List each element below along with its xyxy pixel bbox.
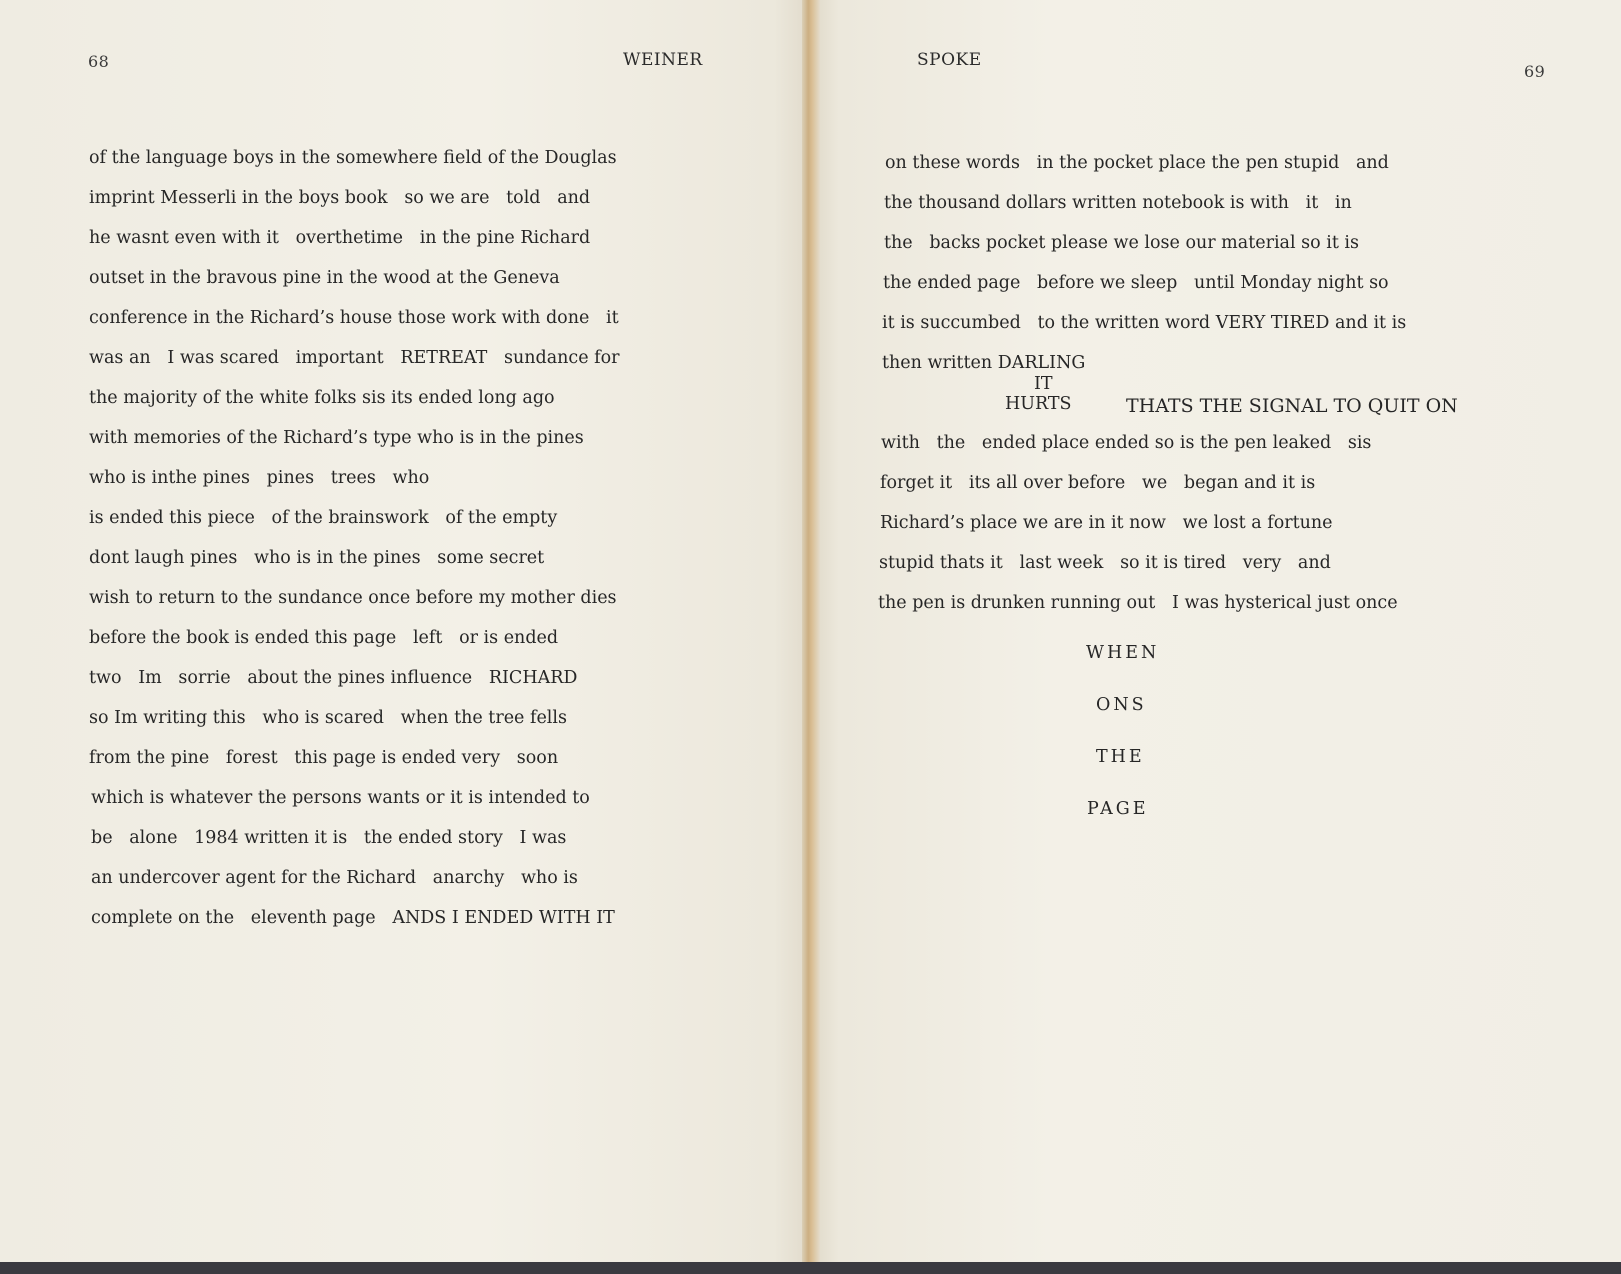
right-running-head: SPOKE (917, 50, 982, 70)
left-line: an undercover agent for the Richard anarchy who is (91, 868, 578, 888)
left-line: the majority of the white folks sis its ended long ago (89, 388, 555, 408)
left-page (0, 0, 806, 1268)
stack-word-page: PAGE (1087, 799, 1149, 819)
left-line: wish to return to the sundance once before my mother dies (89, 588, 617, 608)
stack-word-when: WHEN (1086, 643, 1160, 663)
right-line: it is succumbed to the written word VERY TIRED and it is (882, 313, 1407, 333)
left-line: who is inthe pines pines trees who (89, 468, 430, 488)
left-line: was an I was scared important RETREAT sundance for (89, 348, 620, 368)
left-line: dont laugh pines who is in the pines some secret (89, 548, 545, 568)
left-line: with memories of the Richard’s type who is in the pines (89, 428, 584, 448)
left-line: complete on the eleventh page ANDS I ENDED WITH IT (91, 908, 615, 928)
left-line: imprint Messerli in the boys book so we are told and (89, 188, 591, 208)
left-running-head: WEINER (623, 50, 703, 70)
right-line: stupid thats it last week so it is tired very and (879, 553, 1331, 573)
book-gutter (802, 0, 820, 1268)
hurts-word: HURTS (1005, 394, 1072, 414)
left-line: conference in the Richard’s house those work with done it (89, 308, 619, 328)
right-line: forget it its all over before we began and it is (880, 473, 1316, 493)
right-page (806, 0, 1621, 1268)
left-line: so Im writing this who is scared when the tree fells (89, 708, 567, 728)
right-line: the ended page before we sleep until Monday night so (883, 273, 1389, 293)
left-page-number: 68 (88, 52, 110, 71)
left-line: is ended this piece of the brainswork of the empty (89, 508, 558, 528)
right-line: Richard’s place we are in it now we lost a fortune (880, 513, 1333, 533)
left-line: two Im sorrie about the pines influence RICHARD (89, 668, 578, 688)
scan-bottom-edge (0, 1262, 1621, 1274)
right-line: the backs pocket please we lose our material so it is (884, 233, 1360, 253)
left-line: he wasnt even with it overthetime in the pine Richard (89, 228, 591, 248)
left-line: from the pine forest this page is ended very soon (89, 748, 559, 768)
right-line: the thousand dollars written notebook is with it in (884, 193, 1352, 213)
stack-word-ons: ONS (1096, 695, 1147, 715)
right-page-number: 69 (1524, 62, 1546, 81)
right-line: then written DARLING (882, 353, 1086, 373)
signal-line: THATS THE SIGNAL TO QUIT ON (1126, 395, 1458, 417)
left-line: be alone 1984 written it is the ended story I was (91, 828, 567, 848)
right-line: on these words in the pocket place the pen stupid and (885, 153, 1389, 173)
right-line: the pen is drunken running out I was hysterical just once (878, 593, 1398, 613)
left-line: of the language boys in the somewhere field of the Douglas (89, 148, 617, 168)
stack-word-the: THE (1096, 747, 1145, 767)
left-line: which is whatever the persons wants or it is intended to (91, 788, 590, 808)
right-line: with the ended place ended so is the pen leaked sis (881, 433, 1372, 453)
left-line: outset in the bravous pine in the wood at the Geneva (89, 268, 560, 288)
left-line: before the book is ended this page left or is ended (89, 628, 559, 648)
it-word: IT (1034, 374, 1053, 394)
